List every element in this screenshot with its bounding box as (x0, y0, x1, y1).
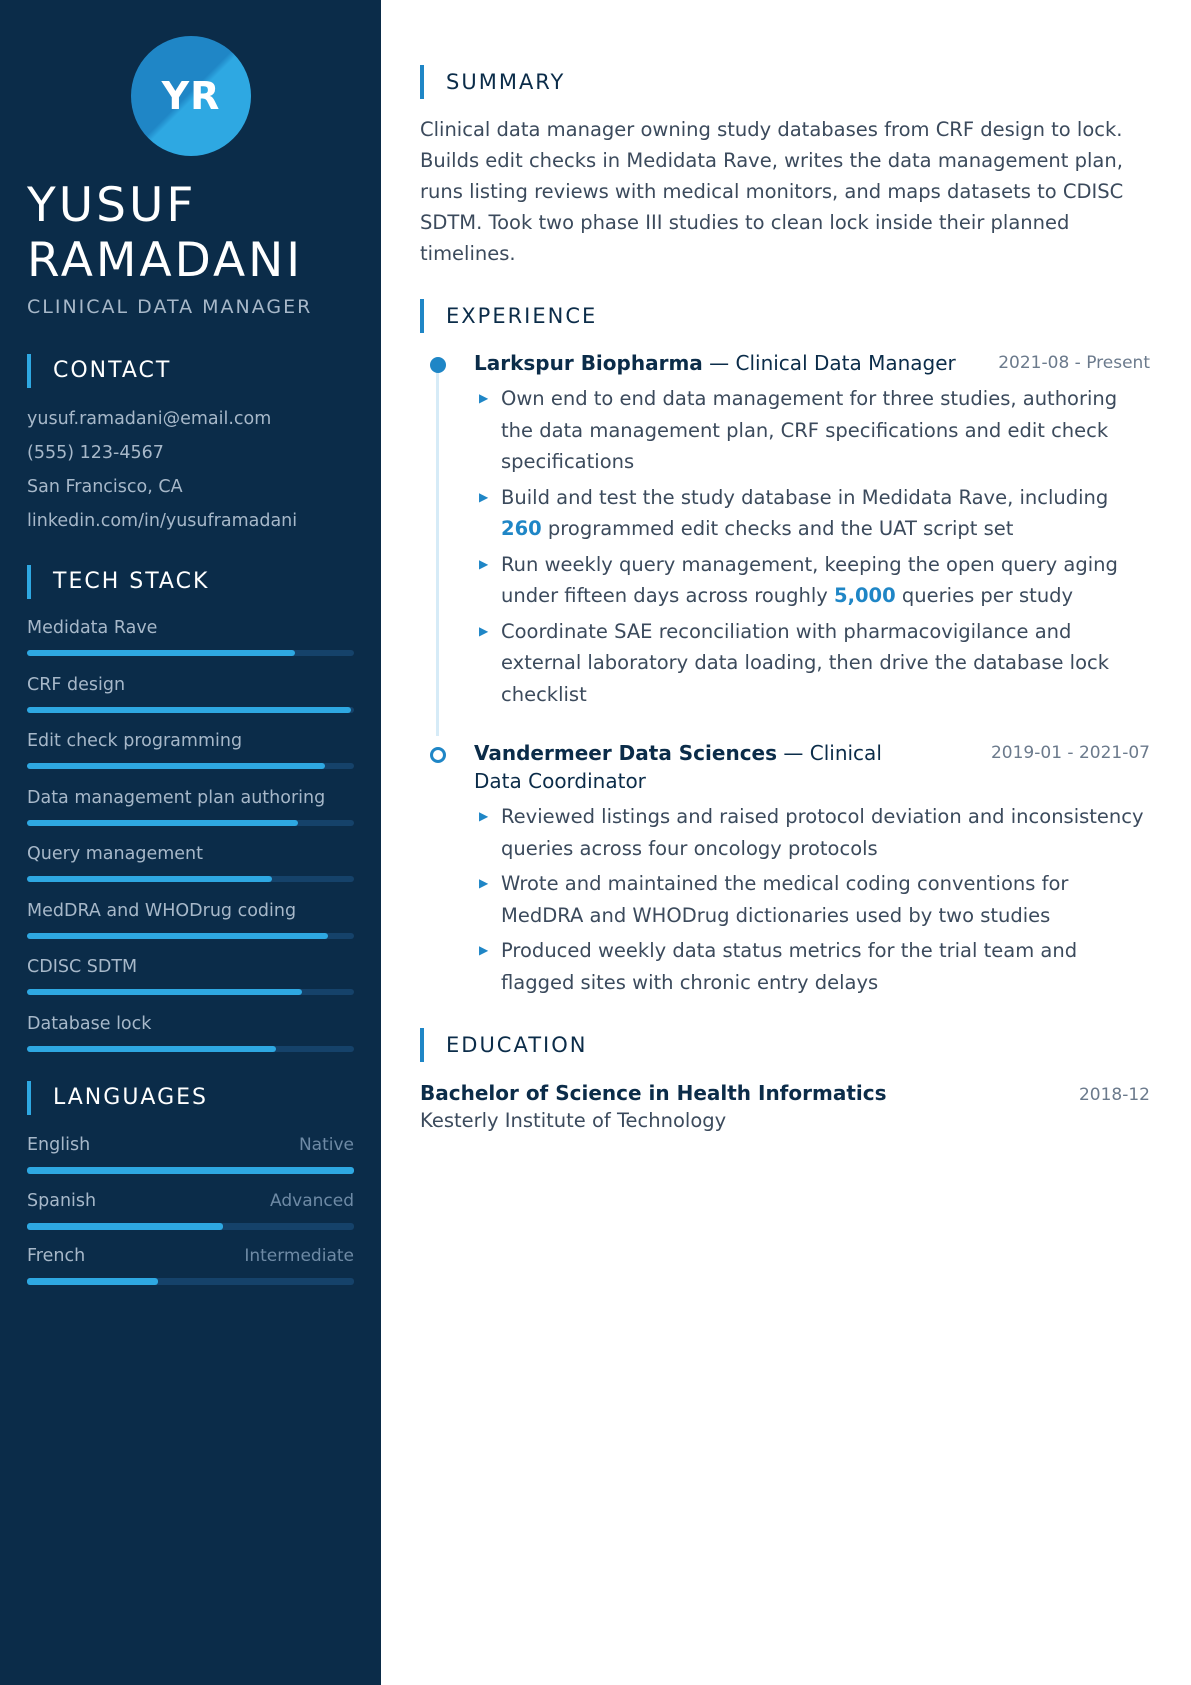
timeline-dot-past (430, 747, 446, 763)
language-item (27, 1244, 354, 1300)
skill-label: Medidata Rave (27, 618, 158, 638)
skill-bar-fill (27, 650, 295, 656)
job-role: Clinical Data Coordinator (474, 741, 882, 793)
skill-bar-fill (27, 707, 351, 713)
title-separator: — (777, 741, 810, 765)
skill-bar-fill (27, 820, 298, 826)
language-level: Native (298, 1135, 354, 1155)
title-separator: — (702, 351, 736, 375)
bullet-text: Build and test the study database in Medidata Rave, including (501, 485, 1109, 509)
candidate-name: YUSUF RAMADANI (27, 178, 304, 288)
bullet-arrow-icon: ▶ (479, 809, 489, 823)
experience-heading: EXPERIENCE (420, 299, 597, 333)
job-role: Clinical Data Manager (735, 351, 956, 375)
education-entry (420, 1079, 1150, 1135)
skill-label: Query management (27, 844, 203, 864)
bullet-text: Wrote and maintained the medical coding conventions for MedDRA and WHODrug dictionaries used by two studies (501, 872, 1069, 927)
skill-bar-fill (27, 933, 328, 939)
language-item (27, 1189, 354, 1245)
bullet-item (474, 482, 1150, 545)
skill-item (27, 616, 354, 673)
bullet-item (474, 616, 1150, 711)
bullet-item (474, 383, 1150, 478)
job-title (474, 739, 904, 795)
language-name: French (27, 1246, 86, 1266)
skill-bar-track (27, 876, 354, 882)
job-header (474, 739, 1150, 795)
job-header (474, 349, 1150, 377)
language-name: English (27, 1135, 91, 1155)
summary-heading: SUMMARY (420, 65, 565, 99)
education-date: 2018-12 (1078, 1085, 1150, 1105)
contact-phone: (555) 123-4567 (27, 443, 164, 463)
language-list (27, 1133, 354, 1300)
education-heading: EDUCATION (420, 1028, 587, 1062)
skill-bar-fill (27, 1046, 276, 1052)
job-title (474, 349, 956, 377)
language-row (27, 1244, 354, 1268)
skill-label: CDISC SDTM (27, 957, 138, 977)
summary-text: Clinical data manager owning study databases from CRF design to lock. Builds edit checks in Medidata Rave, writes the data management plan, runs listing reviews with medical monitors, and maps datasets to CDISC SDTM. Took two phase III studies to clean lock inside their planned timelines. (420, 118, 1124, 265)
job-dates: 2019-01 - 2021-07 (990, 743, 1150, 763)
skill-bar-track (27, 933, 354, 939)
skill-item (27, 899, 354, 956)
skill-bar-fill (27, 763, 325, 769)
skill-item (27, 842, 354, 899)
job-dates: 2021-08 - Present (998, 353, 1150, 373)
skill-item (27, 786, 354, 843)
skill-item (27, 673, 354, 730)
candidate-title: CLINICAL DATA MANAGER (27, 296, 313, 318)
sidebar (0, 0, 381, 1685)
skill-bar-track (27, 763, 354, 769)
language-level: Intermediate (244, 1246, 354, 1266)
skill-bar-track (27, 1046, 354, 1052)
job-entry (474, 739, 1150, 1002)
contact-location: San Francisco, CA (27, 477, 183, 497)
bullet-text: Reviewed listings and raised protocol deviation and inconsistency queries across four oncology protocols (501, 805, 1144, 860)
contact-list (27, 405, 357, 541)
bullet-arrow-icon: ▶ (479, 489, 489, 504)
bullet-list (474, 801, 1150, 998)
tech-stack-heading: TECH STACK (27, 565, 209, 599)
school: Kesterly Institute of Technology (420, 1109, 727, 1132)
timeline-line (436, 366, 439, 736)
bullet-text: Own end to end data management for three studies, authoring the data management plan, CRF specifications and edit check specifications (501, 387, 1118, 473)
language-bar-fill (27, 1278, 158, 1285)
language-bar-track (27, 1278, 354, 1285)
bullet-text: Produced weekly data status metrics for the trial team and flagged sites with chronic entry delays (501, 939, 1078, 994)
bullet-text: Run weekly query management, keeping the open query aging under fifteen days across roughly (501, 552, 1118, 607)
bullet-text: Coordinate SAE reconciliation with pharmacovigilance and external laboratory data loading, then drive the database lock checklist (501, 619, 1110, 706)
skill-bar-track (27, 707, 354, 713)
job-entry (474, 349, 1150, 714)
timeline-dot-current (430, 357, 446, 373)
bullet-item (474, 801, 1150, 864)
bullet-arrow-icon: ▶ (479, 876, 489, 890)
bullet-item (474, 868, 1150, 931)
skill-bar-fill (27, 876, 272, 882)
language-row (27, 1189, 354, 1213)
skill-bar-fill (27, 989, 302, 995)
skill-label: Database lock (27, 1013, 152, 1034)
language-level: Advanced (270, 1190, 354, 1211)
company-name: Vandermeer Data Sciences (474, 741, 778, 765)
skill-label: Edit check programming (27, 731, 243, 751)
skill-item (27, 729, 354, 786)
bullet-arrow-icon: ▶ (479, 943, 489, 957)
language-item (27, 1133, 354, 1189)
bullet-item (474, 935, 1150, 998)
skill-bar-track (27, 650, 354, 656)
skill-label: CRF design (27, 674, 126, 695)
highlight-metric: 5,000 (834, 584, 896, 607)
languages-heading: LANGUAGES (27, 1081, 208, 1115)
bullet-text: queries per study (895, 584, 1074, 607)
language-bar-fill (27, 1223, 223, 1230)
skill-item (27, 1012, 354, 1069)
degree: Bachelor of Science in Health Informatics (420, 1081, 887, 1105)
skill-label: MedDRA and WHODrug coding (27, 900, 297, 921)
company-name: Larkspur Biopharma (474, 351, 703, 375)
bullet-list (474, 383, 1150, 710)
skill-item (27, 955, 354, 1012)
language-bar-track (27, 1223, 354, 1230)
contact-linkedin[interactable]: linkedin.com/in/yusuframadani (27, 511, 298, 531)
avatar (131, 36, 251, 156)
contact-heading: CONTACT (27, 354, 171, 388)
bullet-arrow-icon: ▶ (479, 556, 489, 571)
skill-list (27, 616, 354, 1068)
language-name: Spanish (27, 1190, 97, 1211)
bullet-item (474, 549, 1150, 612)
bullet-text: programmed edit checks and the UAT script set (541, 517, 1014, 540)
skill-bar-track (27, 820, 354, 826)
skill-label: Data management plan authoring (27, 787, 326, 808)
avatar-initials: YR (161, 74, 221, 118)
skill-bar-track (27, 989, 354, 995)
language-bar-fill (27, 1167, 354, 1174)
language-bar-track (27, 1167, 354, 1174)
highlight-metric: 260 (501, 517, 542, 540)
contact-email[interactable]: yusuf.ramadani@email.com (27, 409, 272, 429)
bullet-arrow-icon: ▶ (479, 391, 489, 405)
bullet-arrow-icon: ▶ (479, 623, 489, 638)
language-row (27, 1133, 354, 1157)
